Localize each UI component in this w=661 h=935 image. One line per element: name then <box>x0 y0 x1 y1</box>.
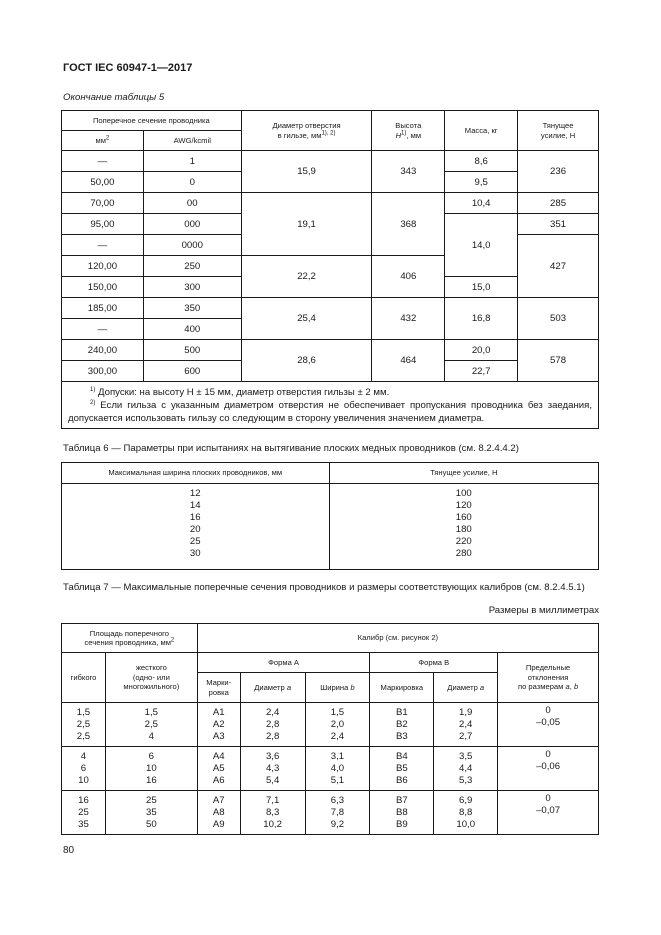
t7-val: 4 <box>80 750 87 762</box>
t5-awg: 350 <box>143 298 241 319</box>
t7-flex <box>62 703 106 747</box>
t5-mm2: — <box>62 151 144 172</box>
t5-awg: 00 <box>143 193 241 214</box>
t5-height: 464 <box>372 340 445 382</box>
t7-markB <box>370 703 434 747</box>
t5-mm2: 70,00 <box>62 193 144 214</box>
t7-val: 6,9 <box>459 794 473 806</box>
table7-units: Размеры в миллиметрах <box>488 605 599 616</box>
t6-h-width: Максимальная ширина плоских проводников, мм <box>62 463 330 484</box>
t7-flex <box>62 791 106 835</box>
t5-height: 406 <box>372 256 445 298</box>
t5-awg: 1 <box>143 151 241 172</box>
t7-widthA <box>305 703 370 747</box>
t5-mass: 20,0 <box>445 340 518 361</box>
t5-mm2: 300,00 <box>62 361 144 382</box>
t7-h-widthB: Ширина b <box>305 673 370 703</box>
t7-diamA <box>240 791 305 835</box>
t5-footnote-1: $^{1)}$ Допуски: на высоту H ± 15 мм, диаметр отверстия гильзы ± 2 мм. <box>90 386 390 398</box>
t7-widthA <box>305 747 370 791</box>
t5-pull: 503 <box>518 298 599 340</box>
t5-h-height: Высота $H^{1)}$, мм <box>372 111 445 151</box>
t7-val: 50 <box>146 818 157 830</box>
t7-val: 8,3 <box>265 806 280 818</box>
t6-width: 12 <box>189 488 201 499</box>
t7-val: –0,05 <box>536 717 561 728</box>
t7-val: 4,3 <box>265 762 280 774</box>
t7-val: A6 <box>212 774 225 786</box>
t6-width: 25 <box>189 536 201 547</box>
t5-diam: 19,1 <box>241 193 372 256</box>
t7-rigid <box>105 747 197 791</box>
t7-val: A2 <box>212 718 225 730</box>
t7-diamB <box>434 791 498 835</box>
t7-val: 2,5 <box>144 718 159 730</box>
t7-dev <box>498 703 599 747</box>
t5-pull: 285 <box>518 193 599 214</box>
t7-h-area: Площадь поперечного сечения проводника, $мм^2$ <box>62 624 198 653</box>
t5-footnote-1-text: Допуски: на высоту H ± 15 мм, диаметр отверстия гильзы ± 2 мм. <box>98 387 390 398</box>
t7-val: A4 <box>212 750 225 762</box>
t5-footnote-2: $^{2)}$ Если гильза с указанным диаметром отверстия не обеспечивает пропускания проводника без заедания, допускается использовать гильзу со следующим в сторону увеличения значением диаметра. <box>68 399 593 424</box>
t6-pull: 160 <box>455 512 472 523</box>
t7-val: 5,3 <box>459 774 473 786</box>
table-7 <box>61 623 599 835</box>
t7-rigid <box>105 791 197 835</box>
t5-h-diam: Диаметр отверстия в гильзе, $мм^{1), 2)}$ <box>241 111 372 151</box>
t7-val: 10 <box>146 762 157 774</box>
t7-val: 10,0 <box>456 818 476 830</box>
t7-val: B4 <box>395 750 408 762</box>
t7-val: A5 <box>212 762 225 774</box>
t7-val: 2,7 <box>459 730 473 742</box>
t7-val: 3,6 <box>265 750 280 762</box>
t5-pull: 578 <box>518 340 599 382</box>
t5-diam: 25,4 <box>241 298 372 340</box>
t7-val: A8 <box>212 806 225 818</box>
t7-val: B1 <box>395 706 408 718</box>
t5-diam: 15,9 <box>241 151 372 193</box>
t7-val: 25 <box>146 794 157 806</box>
t7-val: 0 <box>545 793 551 804</box>
t5-awg: 500 <box>143 340 241 361</box>
t7-widthA <box>305 791 370 835</box>
t7-h-markB: Маркировка <box>370 673 434 703</box>
t7-h-diamA: Диаметр a <box>240 673 305 703</box>
t7-val: 6 <box>80 762 87 774</box>
t7-val: A7 <box>212 794 225 806</box>
t6-width: 20 <box>189 524 201 535</box>
t5-awg: 250 <box>143 256 241 277</box>
t7-val: 35 <box>78 818 89 830</box>
t7-val: 5,4 <box>265 774 280 786</box>
t7-val: B3 <box>395 730 408 742</box>
t5-height: 343 <box>372 151 445 193</box>
t6-h-pull: Тянущее усилие, Н <box>329 463 598 484</box>
t7-val: 0 <box>545 749 551 760</box>
t7-val: 7,8 <box>330 806 345 818</box>
t7-val: B6 <box>395 774 408 786</box>
t5-diam: 28,6 <box>241 340 372 382</box>
t6-pulls <box>329 484 598 570</box>
t7-val: B7 <box>395 794 408 806</box>
t6-pull: 120 <box>455 500 472 511</box>
t5-h-mm2: $мм^2$ <box>62 131 144 151</box>
t7-val: 16 <box>78 794 89 806</box>
doc-header: ГОСТ IEC 60947-1—2017 <box>63 62 193 74</box>
t6-pull: 100 <box>455 488 472 499</box>
t5-mm2: 120,00 <box>62 256 144 277</box>
t7-val: 2,8 <box>265 718 280 730</box>
t7-val: B5 <box>395 762 408 774</box>
t6-pull: 280 <box>455 548 472 559</box>
t5-h-awg: AWG/kcmil <box>143 131 241 151</box>
t7-val: 9,2 <box>330 818 345 830</box>
t7-h-mark: Марки- ровка <box>197 673 240 703</box>
t7-val: 25 <box>78 806 89 818</box>
t7-val: 8,8 <box>459 806 473 818</box>
t7-val: 2,8 <box>265 730 280 742</box>
t5-mass: 15,0 <box>445 277 518 298</box>
t7-dev <box>498 791 599 835</box>
t7-val: A1 <box>212 706 225 718</box>
t7-h-formB: Форма В <box>370 653 498 673</box>
t5-pull: 351 <box>518 214 599 235</box>
t7-h-flex: гибкого <box>62 653 106 703</box>
t6-width: 14 <box>189 500 201 511</box>
t7-val: 2,4 <box>265 706 280 718</box>
t7-val: B8 <box>395 806 408 818</box>
t6-widths <box>62 484 330 570</box>
t7-val: 10 <box>78 774 89 786</box>
t5-mass: 8,6 <box>445 151 518 172</box>
t7-flex <box>62 747 106 791</box>
t7-val: 2,0 <box>330 718 345 730</box>
t7-h-formA: Форма А <box>197 653 370 673</box>
t7-val: 1,5 <box>76 706 91 718</box>
table6-title: Таблица 6 — Параметры при испытаниях на вытягивание плоских медных проводников (см. 8.2.4.4.2) <box>63 443 519 454</box>
t6-pull: 220 <box>455 536 472 547</box>
t7-h-dev: Предельные отклонения по размерам a, b <box>498 653 599 703</box>
t7-val: 6,3 <box>330 794 345 806</box>
t5-footnote-2-text: Если гильза с указанным диаметром отверстия не обеспечивает пропускания проводника без заедания, допускается использовать гильзу со следующим в сторону увеличения значением диаметра. <box>68 400 593 424</box>
t7-val: 5,1 <box>330 774 345 786</box>
t7-diamA <box>240 703 305 747</box>
t7-val: A3 <box>212 730 225 742</box>
t6-width: 30 <box>189 548 201 559</box>
t7-diamA <box>240 747 305 791</box>
t7-val: 4,0 <box>330 762 345 774</box>
t5-pull: 236 <box>518 151 599 193</box>
t7-markB <box>370 791 434 835</box>
t7-markA <box>197 791 240 835</box>
t7-val: 16 <box>146 774 157 786</box>
t7-val: –0,07 <box>536 805 561 816</box>
t5-mm2: 150,00 <box>62 277 144 298</box>
t5-awg: 000 <box>143 214 241 235</box>
t7-val: 1,5 <box>144 706 159 718</box>
t7-val: 35 <box>146 806 157 818</box>
t5-mm2: 95,00 <box>62 214 144 235</box>
t7-val: B2 <box>395 718 408 730</box>
t5-mass: 10,4 <box>445 193 518 214</box>
t5-awg: 400 <box>143 319 241 340</box>
t5-pull: 427 <box>518 235 599 298</box>
t5-awg: 300 <box>143 277 241 298</box>
t5-h-pull: Тянущее усилие, Н <box>518 111 599 151</box>
t7-val: 1,9 <box>459 706 473 718</box>
page-number: 80 <box>63 845 75 856</box>
t5-mass: 22,7 <box>445 361 518 382</box>
t5-mass: 9,5 <box>445 172 518 193</box>
t7-val: 4 <box>148 730 155 742</box>
t7-val: 6 <box>148 750 155 762</box>
t5-h-section: Поперечное сечение проводника <box>62 111 242 131</box>
t5-mass: 16,8 <box>445 298 518 340</box>
t6-pull: 180 <box>455 524 472 535</box>
t7-h-rigid: жесткого (одно- или многожильного) <box>105 653 197 703</box>
t7-val: 2,5 <box>76 730 91 742</box>
t5-footnotes <box>62 382 599 429</box>
table5-caption: Окончание таблицы 5 <box>63 92 165 103</box>
table7-title: Таблица 7 — Максимальные поперечные сечения проводников и размеры соответствующих калибров (см. 8.2.4.5.1) <box>63 582 585 593</box>
t7-val: 3,1 <box>330 750 345 762</box>
t5-awg: 0000 <box>143 235 241 256</box>
t7-val: 2,5 <box>76 718 91 730</box>
t7-val: 2,4 <box>330 730 345 742</box>
t5-mm2: 185,00 <box>62 298 144 319</box>
t7-diamB <box>434 703 498 747</box>
t7-dev <box>498 747 599 791</box>
t5-mm2: — <box>62 319 144 340</box>
t5-awg: 600 <box>143 361 241 382</box>
table-5 <box>61 110 599 429</box>
t5-mass: 14,0 <box>445 214 518 277</box>
t5-awg: 0 <box>143 172 241 193</box>
table-6 <box>61 462 599 570</box>
t6-width: 16 <box>189 512 201 523</box>
t7-rigid <box>105 703 197 747</box>
t7-val: 0 <box>545 705 551 716</box>
t7-h-gauge: Калибр (см. рисунок 2) <box>197 624 598 653</box>
t7-val: B9 <box>395 818 408 830</box>
t5-height: 432 <box>372 298 445 340</box>
t5-diam: 22,2 <box>241 256 372 298</box>
t7-markA <box>197 703 240 747</box>
t7-h-diamB: Диаметр a <box>434 673 498 703</box>
t7-val: 2,4 <box>459 718 473 730</box>
t7-val: 10,2 <box>263 818 282 830</box>
t7-markB <box>370 747 434 791</box>
t5-height: 368 <box>372 193 445 256</box>
t7-val: 7,1 <box>265 794 280 806</box>
t7-diamB <box>434 747 498 791</box>
t5-mm2: 50,00 <box>62 172 144 193</box>
t7-val: A9 <box>212 818 225 830</box>
t7-val: –0,06 <box>536 761 561 772</box>
t7-markA <box>197 747 240 791</box>
t5-h-mass: Масса, кг <box>445 111 518 151</box>
t7-val: 4,4 <box>459 762 473 774</box>
t7-val: 3,5 <box>459 750 473 762</box>
t5-mm2: — <box>62 235 144 256</box>
t7-val: 1,5 <box>330 706 345 718</box>
t5-mm2: 240,00 <box>62 340 144 361</box>
